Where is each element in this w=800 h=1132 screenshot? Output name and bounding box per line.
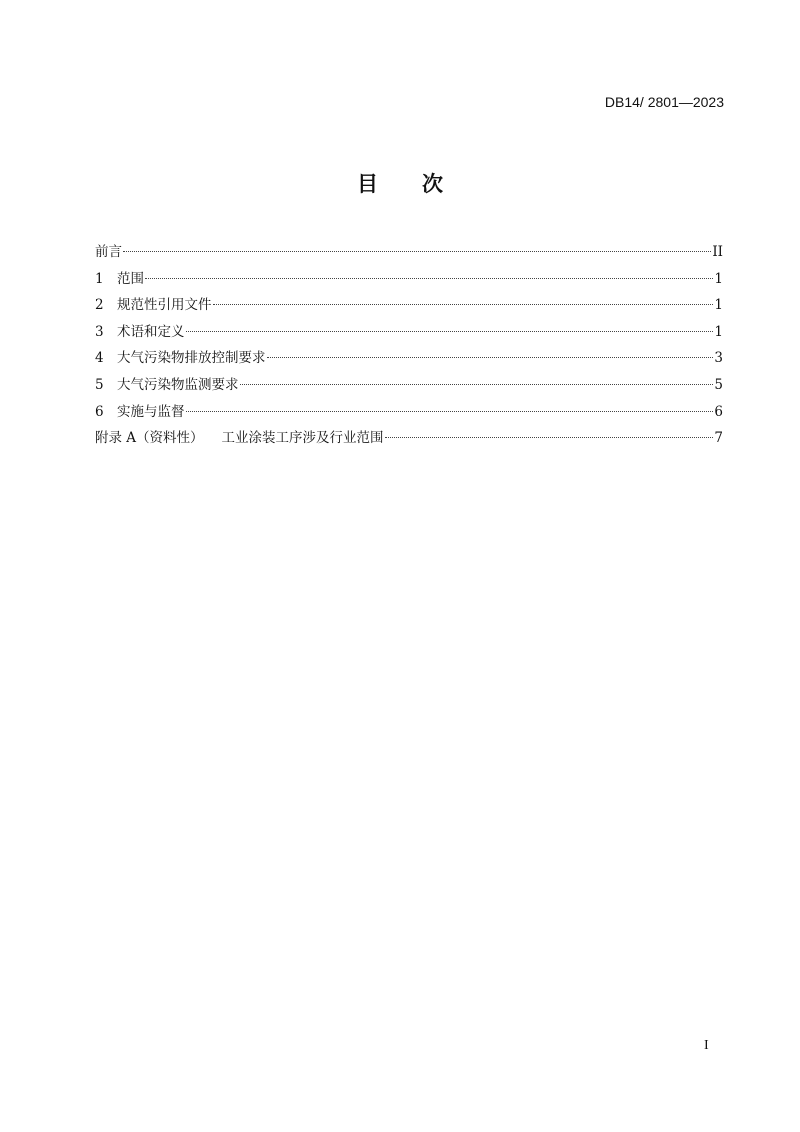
- dot-leader: [213, 304, 714, 305]
- toc-label: 规范性引用文件: [117, 297, 212, 314]
- toc-number: 6: [95, 403, 104, 420]
- toc-entry-scope[interactable]: [95, 269, 723, 296]
- toc-number: 3: [95, 323, 104, 340]
- dot-leader: [123, 251, 711, 252]
- toc-page: II: [712, 244, 723, 260]
- toc-number: 5: [95, 376, 104, 393]
- dot-leader: [186, 411, 714, 412]
- toc-page: 3: [714, 350, 723, 367]
- title-char-1: 目: [357, 172, 378, 196]
- toc-entry-monitoring[interactable]: [95, 375, 723, 402]
- toc-page: 7: [714, 430, 723, 447]
- toc-label: 工业涂装工序涉及行业范围: [221, 430, 384, 447]
- document-code: DB14/ 2801—2023: [604, 94, 724, 110]
- dot-leader: [385, 437, 714, 438]
- toc-number: 1: [95, 270, 104, 287]
- toc-page: 1: [714, 297, 723, 314]
- toc-label: 术语和定义: [117, 323, 185, 340]
- page-number: I: [704, 1038, 709, 1053]
- toc-entry-appendix-a[interactable]: [95, 428, 723, 455]
- toc-number: 2: [95, 297, 104, 314]
- toc-entry-foreword[interactable]: [95, 242, 723, 269]
- toc-label: 前言: [95, 244, 122, 260]
- toc-number: 4: [95, 350, 104, 367]
- toc-label: 范围: [117, 270, 144, 287]
- toc-page: 6: [714, 403, 723, 420]
- toc-entry-implementation[interactable]: [95, 402, 723, 429]
- toc-label: 实施与监督: [117, 403, 185, 420]
- dot-leader: [145, 278, 713, 279]
- toc-entry-normative-references[interactable]: [95, 295, 723, 322]
- dot-leader: [267, 357, 714, 358]
- toc-label: 大气污染物监测要求: [117, 376, 239, 393]
- toc-page: 1: [714, 323, 723, 340]
- page-title: [0, 168, 800, 198]
- toc-label: 大气污染物排放控制要求: [117, 350, 266, 367]
- toc-page: 5: [714, 376, 723, 393]
- dot-leader: [240, 384, 714, 385]
- title-char-2: 次: [422, 172, 443, 196]
- toc-page: 1: [714, 270, 723, 287]
- toc-entry-emission-control[interactable]: [95, 348, 723, 375]
- toc-appendix-prefix: 附录 A（资料性）: [95, 430, 204, 447]
- toc-entry-terms-definitions[interactable]: [95, 322, 723, 349]
- table-of-contents: [95, 242, 723, 455]
- dot-leader: [186, 331, 714, 332]
